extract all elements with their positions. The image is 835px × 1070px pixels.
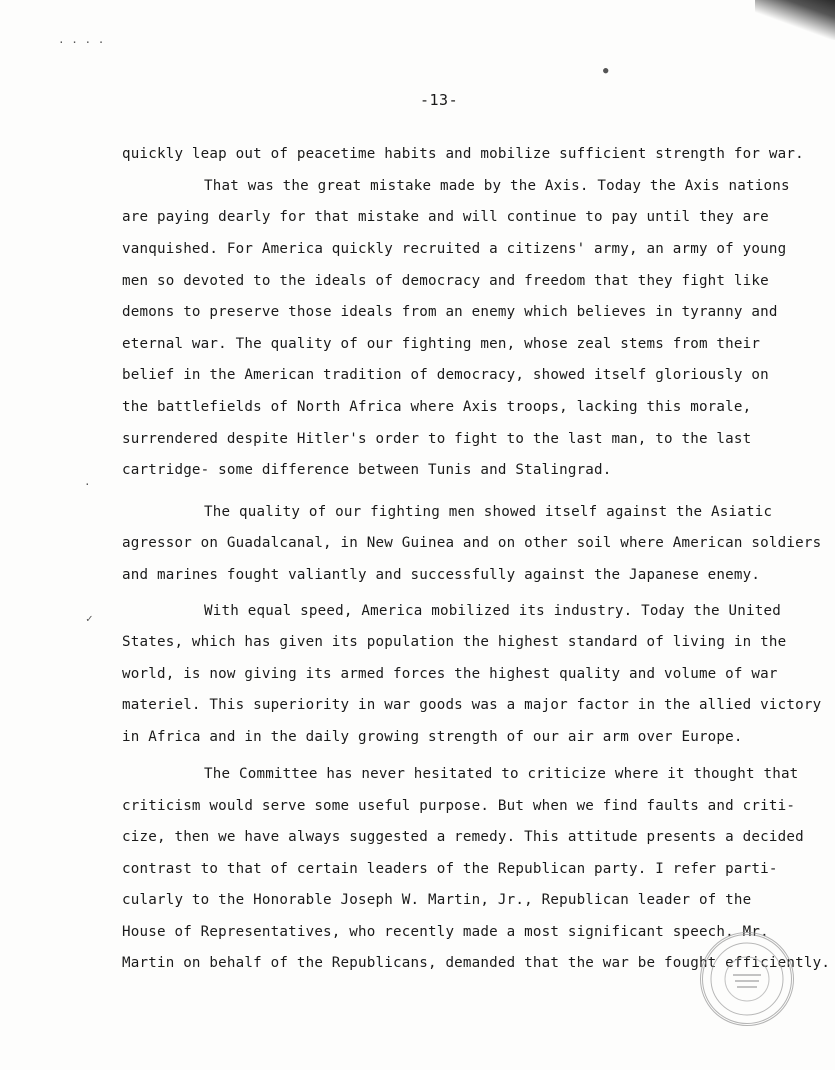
- margin-tick: ·: [84, 478, 91, 491]
- text-line: House of Representatives, who recently made a most significant speech. Mr.: [122, 924, 769, 940]
- text-line: are paying dearly for that mistake and will continue to pay until they are: [122, 209, 769, 225]
- text-line: agressor on Guadalcanal, in New Guinea and on other soil where American soldiers: [122, 535, 822, 551]
- page-number: -13-: [420, 91, 459, 109]
- text-line: cularly to the Honorable Joseph W. Martin, Jr., Republican leader of the: [122, 892, 752, 908]
- text-line: States, which has given its population the highest standard of living in the: [122, 634, 787, 650]
- text-line: That was the great mistake made by the Axis. Today the Axis nations: [204, 178, 790, 194]
- text-line: cize, then we have always suggested a remedy. This attitude presents a decided: [122, 829, 804, 845]
- text-line: vanquished. For America quickly recruited a citizens' army, an army of young: [122, 241, 787, 257]
- text-line: in Africa and in the daily growing strength of our air arm over Europe.: [122, 729, 743, 745]
- text-line: men so devoted to the ideals of democracy and freedom that they fight like: [122, 273, 769, 289]
- text-line: world, is now giving its armed forces the highest quality and volume of war: [122, 666, 778, 682]
- text-line: surrendered despite Hitler's order to fight to the last man, to the last: [122, 431, 752, 447]
- text-line: demons to preserve those ideals from an enemy which believes in tyranny and: [122, 304, 778, 320]
- text-line: The Committee has never hesitated to criticize where it thought that: [204, 766, 799, 782]
- text-line: Martin on behalf of the Republicans, demanded that the war be fought efficiently.: [122, 955, 831, 971]
- text-line: cartridge- some difference between Tunis and Stalingrad.: [122, 462, 612, 478]
- text-line: belief in the American tradition of democracy, showed itself gloriously on: [122, 367, 769, 383]
- text-line: criticism would serve some useful purpose. But when we find faults and criti-: [122, 798, 796, 814]
- text-line: quickly leap out of peacetime habits and mobilize sufficient strength for war.: [122, 146, 804, 162]
- seal-icon: [703, 935, 791, 1023]
- scan-dot: ●: [603, 66, 609, 76]
- scan-corner-shadow: [755, 0, 835, 40]
- text-line: The quality of our fighting men showed itself against the Asiatic: [204, 504, 773, 520]
- text-line: contrast to that of certain leaders of the Republican party. I refer parti-: [122, 861, 778, 877]
- text-line: eternal war. The quality of our fighting men, whose zeal stems from their: [122, 336, 761, 352]
- margin-check: ✓: [86, 612, 93, 625]
- scan-speck-marks: · · · ·: [58, 36, 105, 49]
- text-line: materiel. This superiority in war goods was a major factor in the allied victory: [122, 697, 822, 713]
- text-line: the battlefields of North Africa where Axis troops, lacking this morale,: [122, 399, 752, 415]
- text-line: and marines fought valiantly and successfully against the Japanese enemy.: [122, 567, 761, 583]
- archive-seal-stamp: [700, 932, 794, 1026]
- text-line: With equal speed, America mobilized its industry. Today the United: [204, 603, 781, 619]
